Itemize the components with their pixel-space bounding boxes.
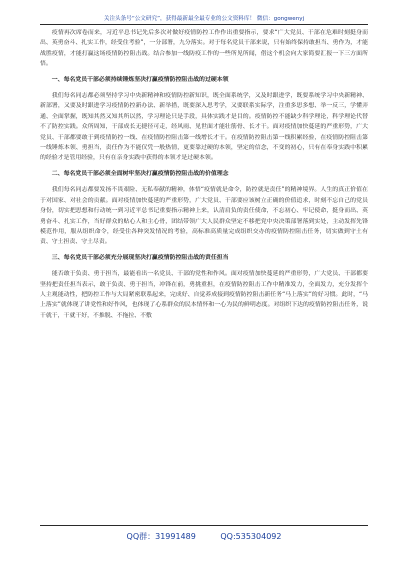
section-heading-2: 二、每名党员干部必须全面树牢坚决打赢疫情防控阻击战的价值理念 (51, 170, 229, 177)
header-notice: 关注头条号“公文研究”，获得最新最全最专业的公文资料库！ 微信：gongwenyj (103, 16, 305, 22)
footer-qq-group: QQ群：31991489 (126, 532, 196, 541)
footer-contact (40, 531, 368, 542)
section-3-paragraph: 能否敢于负责、勇于担当，最能看出一名党员、干部的党性和作风。面对疫情加快蔓延的严重形势，广大党员、干部都要坚持把责任担当表示，敢于负责、勇于担当，冲锋在前，勇挑重担，在疫情防控阻击工作中精准发力，全面发力，充分发挥个人主观能动性，把防控工作与大局紧密联系起来，完成好、自觉养成接到疫情防控阻击新任务“马上落实”的好习惯。此时，“马上落实”就体现了讲党性和好作风，也体现了心系群众的民本情怀和一心为民的鲜明态度。对组织下达的疫情防控阻击任务，说干就干，干就干好，不推脱、不拖拉、不敷 (40, 271, 368, 319)
intro-paragraph: 疫情再次席卷而来，习近平总书记先后多次对做好疫情防控工作作出重要指示，要求“广大党员、干部在危难时刻挺身而出、英勇奋斗、扎实工作，经受住考验”，一分部署，九分落实。对于每名党员干部来说，只有始终保持敢担当、勇作为，才能战胜疫情，才能打赢这场疫情防控阻击战。结合参加一线防疫工作的一些所见所闻，借这个机会向大家简要汇报一下三方面所悟。 (40, 30, 368, 68)
footer-qq: QQ:535304092 (220, 532, 282, 541)
document-body (40, 28, 368, 520)
header-divider (40, 24, 368, 25)
section-1-paragraph: 我们每名同志都必须坚持学习中央新精神和疫情防控新知识，既全面系统学，又及时跟进学，既要系统学习中央新精神、新部署，又要及时跟进学习疫情防控新办法、新举措，既要深入思考学，又要联系实际学，注重多思多想、举一反三，学懂弄通、全面掌握，既知其然又知其所以然，学习理论只是手段，具体实践才是目的。疫情防控不能缺少科学理论，科学理论代替不了防控实践。众所周知，干部成长无捷径可走，经风雨、见世面才能壮筋骨、长才干。面对疫情加快蔓延的严重形势，广大党员、干部都要敢于到疫情防控一线、在疫情防控阻击第一线增长才干。在疫情防控阻击第一线积累经验，在疫情防控阻击第一线锤炼本领、勇担当，责任作为不能仅凭一般热情，更要靠过硬的本领，坚定的信念，不变的初心，只有在奉身实践中积累的经验才是管用经验，只有在亲身实践中获得的本领才是过硬本领。 (40, 93, 368, 162)
footer-divider (40, 525, 368, 526)
section-2-paragraph: 我们每名同志都要发扬不畏艰险、无私奉献的精神，体悟“疫情就是命令，防控就是责任”的精神境界。人生的真正价值在于对国家、对社会的贡献。面对疫情加快蔓延的严重形势，广大党员、干部要应该树立正确的价值追求，时刻不忘自己的党员身份，切实把思想和行动统一到习近平总书记重要指示精神上来，认清肩负的责任使命，不忘初心、牢记使命，挺身而出、英勇奋斗、扎实工作，当好群众的贴心人和主心骨，团结带领广大人民群众坚定不移把党中央决策部署落到实处，主动发挥先锋模范作用，服从组织命令，经受住各种突发情况的考验，高标准高质量完成组织交办的疫情防控阻击任务，切实做到守土有责、守土担责、守土尽责。 (40, 187, 368, 246)
section-heading-3: 三、每名党员干部必须充分展现坚决打赢疫情防控阻击战的责任担当 (51, 254, 229, 261)
section-heading-1: 一、每名党员干部必须持续锤炼坚决打赢疫情防控阻击战的过硬本领 (51, 76, 229, 83)
